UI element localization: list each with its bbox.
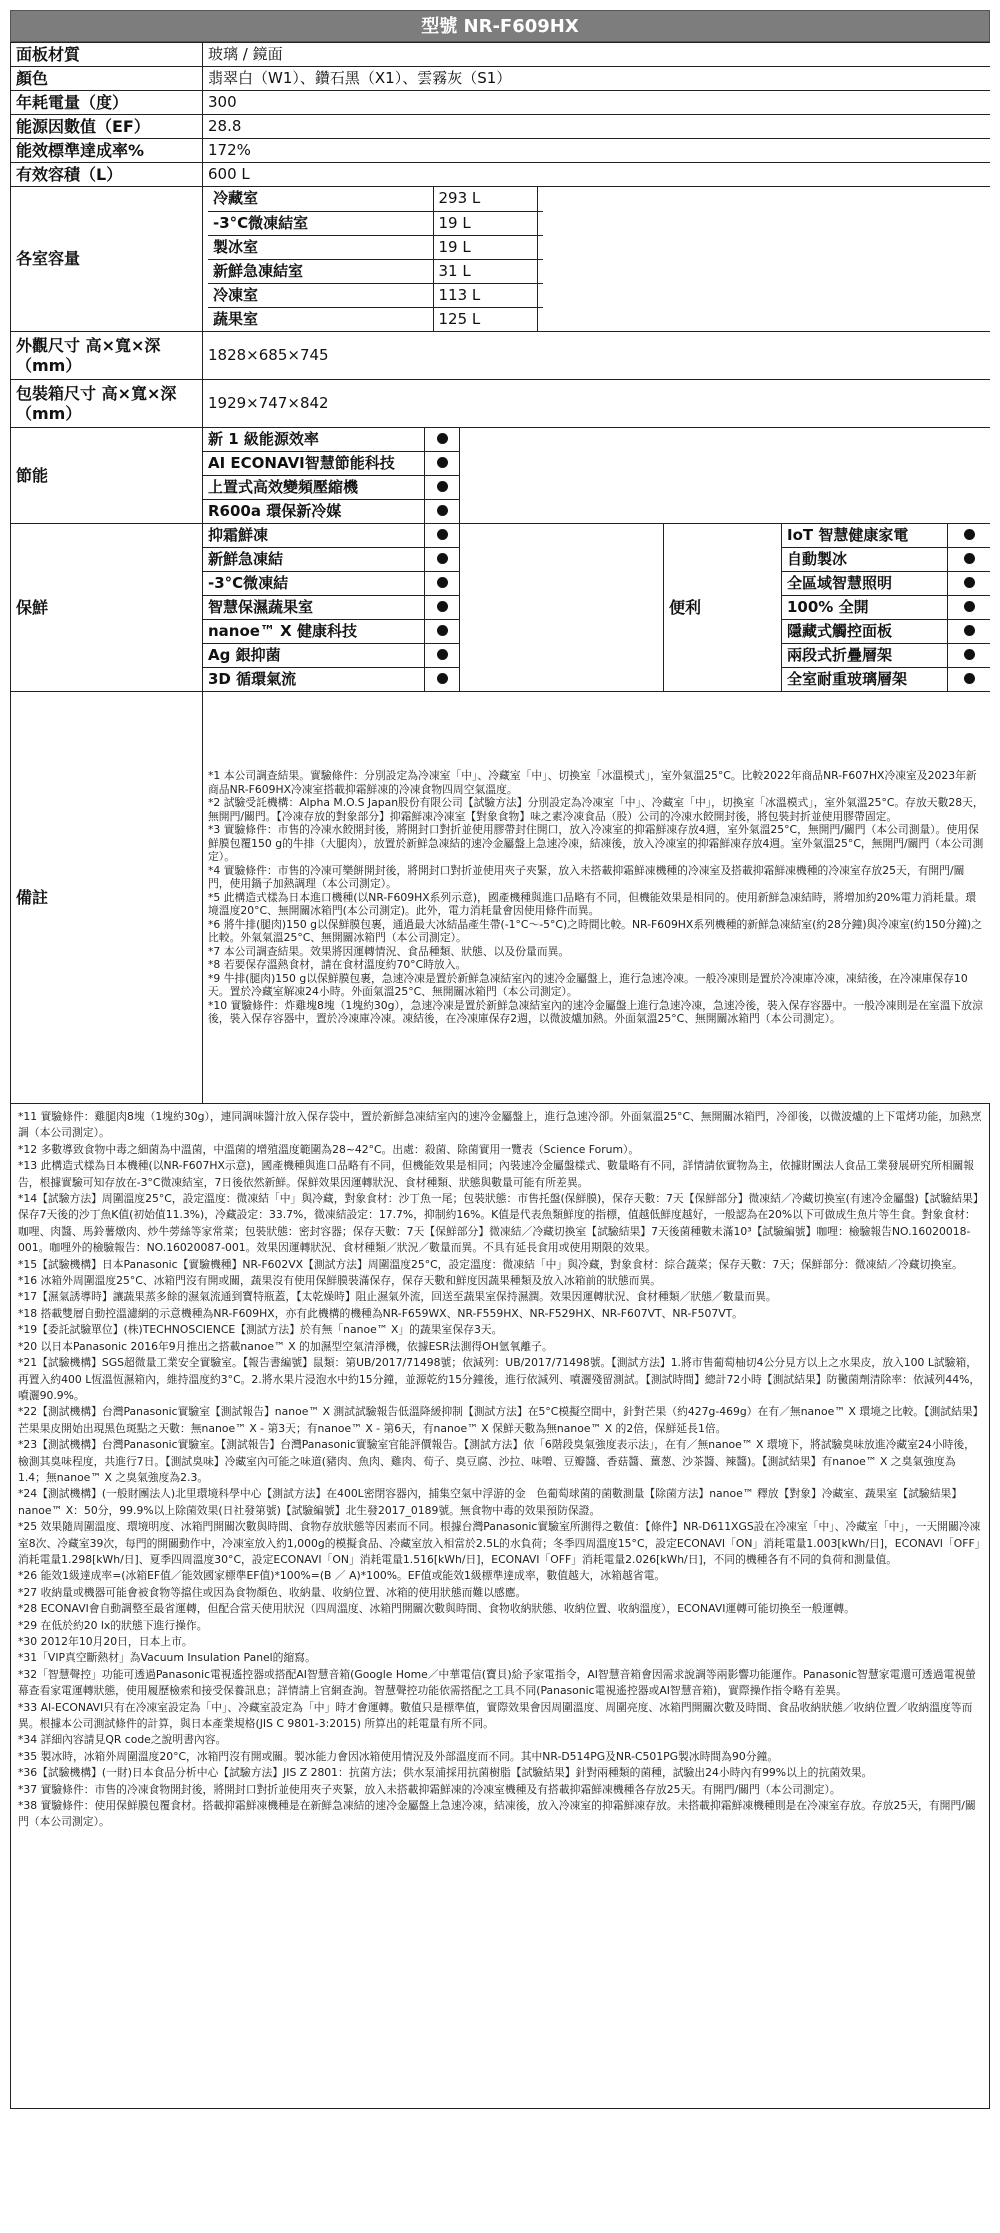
compartment-name: 蔬果室	[208, 307, 433, 331]
footnote: *32「智慧聲控」功能可透過Panasonic電視遙控器或搭配AI智慧音箱(Google Home／中華電信(寶貝)給予家電指令，AI智慧音箱會因需求說調等兩影響功能運作。Panasonic智慧家電還可透過電視螢幕查看家電運轉狀態，使用履歷檢索和接受保養訊息；詳情請上官網查詢。智慧聲控功能依需搭配之工具不同(Panasonic電視遙控器或AI智慧音箱)，實際操作指令略有差異。	[18, 1667, 976, 1698]
feature-dot-icon	[948, 668, 991, 692]
feature-dot-icon	[425, 476, 460, 500]
feature-dot-icon	[425, 572, 460, 596]
energy-saving-label: 節能	[11, 428, 203, 524]
row-volume	[11, 163, 991, 187]
color-value: 翡翠白（W1）、鑽石黑（X1）、雲霧灰（S1）	[203, 67, 991, 91]
footnote: *20 以日本Panasonic 2016年9月推出之搭載nanoe™ X 的加濕型空氣清淨機，依據ESR法測得OH氫氧離子。	[18, 1339, 553, 1353]
feature-dot-icon	[425, 524, 460, 548]
compartment-value: 125 L	[433, 307, 543, 331]
feature-dot-icon	[425, 428, 460, 452]
compartment-row	[208, 307, 543, 331]
compartment-value: 19 L	[433, 235, 543, 259]
energy-value: 300	[203, 91, 991, 115]
compartment-row	[208, 211, 543, 235]
fresh-gap	[460, 524, 664, 692]
energy-feature: 新 1 級能源效率	[203, 428, 425, 452]
compartment-row	[208, 259, 543, 283]
energy-feature: R600a 環保新冷媒	[203, 500, 425, 524]
footnotes-continued	[10, 1104, 990, 2109]
model-title: 型號 NR-F609HX	[10, 10, 990, 42]
row-outer-dimensions	[11, 332, 991, 380]
feature-dot-icon	[425, 596, 460, 620]
color-label: 顏色	[11, 67, 203, 91]
footnote: *28 ECONAVI會自動調整至最省運轉，但配合當天使用狀況（四周溫度、冰箱門開關次數與時間、食物收納狀態、收納位置、收納溫度），ECONAVI運轉可能切換至一般運轉。	[18, 1602, 855, 1616]
feature-dot-icon	[425, 548, 460, 572]
footnote: *9 牛排(腿肉)150 g以保鮮膜包裹，急速冷凍是置於新鮮急凍結室內的速冷金屬盤上，進行急速冷凍。一般冷凍則是置於冷凍庫冷凍，凍結後，在冷凍庫保存10天。置於冷藏室解凍24小時。外面氣溫25°C、無開關冰箱門（本公司測定）。	[208, 971, 968, 999]
compartment-name: 製冰室	[208, 235, 433, 259]
ratio-value: 172%	[203, 139, 991, 163]
ratio-label: 能效標準達成率%	[11, 139, 203, 163]
footnote: *1 本公司調查結果。實驗條件：分別設定為冷凍室「中」、冷藏室「中」、切換室「冰溫模式」，室外氣溫25°C。比較2022年商品NR-F607HX冷凍室及2023年新商品NR-F609HX冷凍室搭載抑霜鮮凍的冷凍食物四周空氣溫度。	[208, 769, 977, 796]
row-ef	[11, 115, 991, 139]
footnote: *7 本公司調查結果。效果將因運轉情況、食品種類、狀態、以及份量而異。	[208, 944, 570, 958]
fresh-feature: 智慧保濕蔬果室	[203, 596, 425, 620]
energy-label: 年耗電量（度）	[11, 91, 203, 115]
row-energy	[11, 91, 991, 115]
footnote: *2 試驗受託機構：Alpha M.O.S Japan股份有限公司【試驗方法】分別設定為冷凍室「中」、冷藏室「中」，切換室「冰溫模式」，室外氣溫25°C。存放天數28天，無開門/關門。【冷凍存放的對象部分】抑霜鮮凍冷凍室【對象食物】味之素冷凍食品（股）公司的冷凍水餃開封後，將包裝封折並使用膠帶固定。	[208, 796, 984, 823]
footnote: *30 2012年10月20日，日本上市。	[18, 1635, 193, 1648]
material-label: 面板材質	[11, 43, 203, 67]
compartment-name: -3°C微凍結室	[208, 211, 433, 235]
footnote: *34 詳細內容請見QR code之說明書內容。	[18, 1733, 227, 1747]
convenience-feature: 自動製冰	[782, 548, 948, 572]
convenience-feature: 兩段式折疊層架	[782, 644, 948, 668]
outer-dimensions-value: 1828×685×745	[203, 332, 991, 380]
row-color	[11, 67, 991, 91]
package-dimensions-value: 1929×747×842	[203, 380, 991, 428]
fresh-feature: 新鮮急凍結	[203, 548, 425, 572]
volume-label: 有效容積（L）	[11, 163, 203, 187]
feature-dot-icon	[425, 500, 460, 524]
feature-dot-icon	[425, 452, 460, 476]
feature-dot-icon	[425, 644, 460, 668]
footnote: *29 在低於約20 lx的狀態下進行操作。	[18, 1618, 208, 1632]
footnote: *13 此構造式樣為日本機種(以NR-F607HX示意)，國產機種與進口品略有不同，但機能效果是相同；內裝速冷金屬盤樣式、數量略有不同，詳情請依實物為主，依據財團法人食品工業發展研究所相關報告，根據實驗可知存放在-3°C微凍結室，7日後依然新鮮。保鮮效果因運轉狀況、食材種類、狀態與數量可能有所差異。	[18, 1159, 975, 1189]
compartments-blank	[538, 187, 991, 332]
feature-dot-icon	[948, 644, 991, 668]
feature-dot-icon	[948, 524, 991, 548]
compartment-row	[208, 187, 543, 211]
compartment-value: 113 L	[433, 283, 543, 307]
energy-blank	[460, 428, 991, 524]
footnote: *23【測試機構】台灣Panasonic實驗室。【測試報告】台灣Panasonic實驗室官能評價報告。【測試方法】依「6階段臭氣強度表示法」，在有／無nanoe™ X 環境下，將試驗臭味放進冷藏室24小時後，檢測其臭味程度，共進行7日。【測試臭味】冷藏室內可能之味道(豬肉、魚肉、雞肉、荀子、臭豆腐、沙拉、味噌、豆瓣醬、香菇醬、薑葱、沙茶醬、辣醬)。【測試結果】有nanoe™ X 之臭氣強度為1.4；無nanoe™ X 之臭氣強度為2.3。	[18, 1438, 975, 1484]
material-value: 玻璃 / 鏡面	[203, 43, 991, 67]
footnote: *26 能效1級達成率=(冰箱EF值／能效國家標準EF值)*100%=(B ／ A)*100%。EF值或能效1級標準達成率，數值越大，冰箱越省電。	[18, 1569, 666, 1583]
footnote: *37 實驗條件：市售的冷凍食物開封後，將開封口對折並使用夾子夾緊，放入未搭載抑霜鮮凍的冷凍室機種及有搭載抑霜鮮凍機種各存放25天。有開門/關門（本公司測定）。	[18, 1782, 841, 1796]
compartments-table	[203, 187, 538, 332]
compartment-value: 293 L	[433, 187, 543, 211]
outer-dimensions-label: 外觀尺寸 高×寬×深（mm）	[11, 332, 203, 380]
footnote: *5 此構造式樣為日本進口機種(以NR-F609HX系列示意)，國產機種與進口品略有不同，但機能效果是相同的。使用新鮮急凍結時，將增加約20%電力消耗量。環境溫度20°C、無開關冰箱門(本公司測定)。此外，電力消耗量會因使用條件而異。	[208, 890, 977, 918]
feature-dot-icon	[948, 620, 991, 644]
convenience-label: 便利	[664, 524, 782, 692]
compartment-name: 冷藏室	[208, 187, 433, 211]
footnote: *22【測試機構】台灣Panasonic實驗室【測試報告】nanoe™ X 測試試驗報告低溫降緩抑制【測試方法】在5°C模擬空間中，針對芒果（約427g-469g）在有／無nanoe™ X 環境之比較。【測試結果】芒果果皮開始出現黑色斑點之天數：無nanoe™ X - 第3天；有nanoe™ X - 第6天，有nanoe™ X 保鮮天數為無nanoe™ X 的2倍，保鮮延長1倍。	[18, 1405, 979, 1435]
row-package-dimensions	[11, 380, 991, 428]
footnote: *31「VIP真空斷熱材」為Vacuum Insulation Panel的縮寫。	[18, 1651, 316, 1665]
footnote: *24【測試機構】(一般財團法人)北里環境科學中心【測試方法】在400L密閉容器內，捕集空氣中浮游的金 色葡萄球菌的菌數測量【除菌方法】nanoe™ 釋放【對象】冷藏室、蔬果室【試驗結果】nanoe™ X：50分，99.9%以上除菌效果(日社發第號)【試驗編號】北生發2017_0189號。無食物中毒的效果預防保證。	[18, 1487, 963, 1517]
compartment-name: 冷凍室	[208, 283, 433, 307]
compartment-value: 31 L	[433, 259, 543, 283]
footnote: *16 冰箱外周圍溫度25°C、冰箱門沒有開或關，蔬果沒有使用保鮮膜裝滿保存，保存天數和鮮度因蔬果種類及放入冰箱前的狀態而異。	[18, 1274, 662, 1288]
convenience-feature: 隱藏式觸控面板	[782, 620, 948, 644]
footnote: *38 實驗條件：使用保鮮膜包覆食材。搭載抑霜鮮凍機種是在新鮮急凍結的速冷金屬盤上急速冷凍，結凍後，放入冷凍室的抑霜鮮凍存放。未搭載抑霜鮮凍機種則是在冷凍室存放。存放25天，有開門/關門（本公司測定）。	[18, 1799, 976, 1829]
energy-feature: 上置式高效變頻壓縮機	[203, 476, 425, 500]
row-remarks	[11, 692, 991, 1104]
feature-dot-icon	[948, 596, 991, 620]
convenience-feature: IoT 智慧健康家電	[782, 524, 948, 548]
feature-dot-icon	[425, 620, 460, 644]
fresh-feature: 3D 循環氣流	[203, 668, 425, 692]
footnote: *17【濕氣誘導時】讓蔬果蒸多餘的濕氣流通到寶特瓶蓋，【太乾燥時】阻止濕氣外流，回送至蔬果室保持濕潤。效果因運轉狀況、食材種類／狀態／數量而異。	[18, 1290, 777, 1304]
footnote: *14【試驗方法】周圍溫度25°C，設定溫度：微凍結「中」與冷藏，對象食材：沙丁魚一尾；包裝狀態：市售托盤(保鮮膜)，保存天數：7天【保鮮部分】微凍結／冷藏切換室(有速冷金屬盤)【試驗結果】保存7天後的沙丁魚K值(初始值11.3%)，冷藏設定：33.7%，微凍結設定：17.7%，抑制約16%。K值是代表魚類鮮度的指標，值越低鮮度越好，一般認為在20%以下可做成生魚片等生食。對象食材：咖哩、肉醬、馬鈴薯燉肉、炒牛蒡絲等家常菜；包裝狀態：密封容器；保存天數：7天【保鮮部分】微凍結／冷藏切換室【試驗結果】7天後菌種數未滿10³【試驗編號】咖哩：檢驗報告NO.16020018-001。咖哩外的檢驗報告：NO.16020087-001。效果因運轉狀況、食材種類／狀況／數量而異。不具有延長食用或使用期限的效果。	[18, 1192, 979, 1255]
fresh-feature: Ag 銀抑菌	[203, 644, 425, 668]
energy-feature: AI ECONAVI智慧節能科技	[203, 452, 425, 476]
energy-row	[11, 428, 991, 452]
footnote: *15【試驗機構】日本Panasonic【實驗機種】NR-F602VX【測試方法】周圍溫度25°C，設定溫度：微凍結「中」與冷藏，對象食材：綜合蔬菜；保存天數：7天；保鮮部分：微凍結／冷藏切換室。	[18, 1257, 963, 1271]
footnote: *19【委託試驗單位】(株)TECHNOSCIENCE【測試方法】於有無「nanoe™ X」的蔬果室保存3天。	[18, 1323, 503, 1337]
footnote: *33 AI-ECONAVI只有在冷凍室設定為「中」、冷藏室設定為「中」時才會運轉。數值只是標準值，實際效果會因周圍溫度、周圍亮度、冰箱門開關次數及時間、食品收納狀態／收納位置／收納溫度等而異。根據本公司測試條件的計算，與日本產業規格(JIS C 9801-3:2015) 所算出的耗電量有所不同。	[18, 1700, 973, 1731]
volume-value: 600 L	[203, 163, 991, 187]
row-compartments	[11, 187, 991, 332]
footnote: *10 實驗條件：炸雞塊8塊（1塊約30g），急速冷凍是置於新鮮急凍結室內的速冷金屬盤上進行急速冷凍，急速冷後，裝入保存容器中。一般冷凍則是在室溫下放涼後，裝入保存容器中，置於冷凍庫冷凍。凍結後，在冷凍庫保存2週，以微波爐加熱。外面氣溫25°C、無開關冰箱門（本公司測定）。	[208, 998, 983, 1026]
feature-dot-icon	[948, 572, 991, 596]
footnote: *3 實驗條件：市售的冷凍水餃開封後，將開封口對折並使用膠帶封住開口，放入冷凍室的抑霜鮮凍存放4週，室外氣溫25°C，無開門/關門（本公司測量）。使用保鮮膜包覆150 g的牛排（大腿肉），放置於新鮮急凍結的速冷金屬盤上急速冷凍，結凍後，放入冷凍室的抑霜鮮凍存放4週。室外氣溫25°C，無開門/關門（本公司測定）。	[208, 823, 984, 864]
footnote: *35 製冰時，冰箱外周圍溫度20°C，冰箱門沒有開或關。製冰能力會因冰箱使用情況及外部溫度而不同。其中NR-D514PG及NR-C501PG製冰時間為90分鐘。	[18, 1749, 779, 1763]
fresh-feature: -3°C微凍結	[203, 572, 425, 596]
row-ratio	[11, 139, 991, 163]
footnote: *4 實驗條件：市售的冷凍可樂餅開封後，將開封口對折並使用夾子夾緊，放入未搭載抑霜鮮凍機種的冷凍室及搭載抑霜鮮凍機種的冷凍室存放25天，有開門/關門，使用鍋子加熱調理（本公司測定）。	[208, 863, 965, 891]
spec-table	[10, 42, 990, 1104]
footnote: *18 搭載雙層自動控溫濾網的示意機種為NR-F609HX，亦有此機構的機種為NR-F659WX、NR-F559HX、NR-F529HX、NR-F607VT、NR-F507VT。	[18, 1306, 743, 1320]
footnote: *8 若要保存溫熱食材，請在食材溫度約70°C時放入。	[208, 958, 467, 972]
fresh-row	[11, 524, 991, 548]
footnote: *27 收納量或機器可能會被食物等擋住或因為食物顏色、收納量、收納位置、冰箱的使用狀態而難以感應。	[18, 1585, 527, 1599]
fresh-feature: nanoe™ X 健康科技	[203, 620, 425, 644]
footnote: *25 效果隨周圍溫度、環境明度、冰箱門開關次數與時間、食物存放狀態等因素而不同。根據台灣Panasonic實驗室所測得之數值：【條件】NR-D611XGS設在冷凍室「中」、冷藏室「中」，一天開關冷凍室8次、冷藏室39次，每門的開關動作中，冷凍室放入約1,000g的模擬食品、冷藏室放入相當於2.5L的水負荷；冬季四周溫度15°C，設定ECONAVI「ON」消耗電量1.003[kWh/日]，ECONAVI「OFF」消耗電量1.298[kWh/日]、夏季四周溫度30°C，設定ECONAVI「ON」消耗電量1.516[kWh/日]，ECONAVI「OFF」消耗電量2.026[kWh/日]，不同的機種各有不同的負荷和測量值。	[18, 1520, 981, 1566]
compartments-label: 各室容量	[11, 187, 203, 332]
footnote: *11 實驗條件：雞腿肉8塊（1塊約30g），連同調味醬汁放入保存袋中，置於新鮮急凍結室內的速冷金屬盤上，進行急速冷卻。外面氣溫25°C、無開關冰箱門，冷卻後，以微波爐的上下電烤功能，加熱烹調（本公司測定）。	[18, 1110, 982, 1140]
feature-dot-icon	[425, 668, 460, 692]
package-dimensions-label: 包裝箱尺寸 高×寬×深（mm）	[11, 380, 203, 428]
remarks-label: 備註	[11, 692, 203, 1104]
ef-label: 能源因數值（EF）	[11, 115, 203, 139]
fresh-label: 保鮮	[11, 524, 203, 692]
compartment-name: 新鮮急凍結室	[208, 259, 433, 283]
convenience-feature: 全區域智慧照明	[782, 572, 948, 596]
footnote: *6 將牛排(腿肉)150 g以保鮮膜包裹，通過最大冰結晶產生帶(-1°C〜-5°C)之時間比較。NR-F609HX系列機種的新鮮急凍結室(約28分鐘)與冷凍室(約150分鐘)之比較。外氣氣溫25°C、無開關冰箱門（本公司測定）。	[208, 917, 983, 945]
footnote: *36【試驗機構】(一財)日本食品分析中心【試驗方法】JIS Z 2801：抗菌方法；供水泵浦採用抗菌樹脂【試驗結果】針對兩種類的菌種，試驗出24小時內有99%以上的抗菌效果。	[18, 1766, 873, 1780]
ef-value: 28.8	[203, 115, 991, 139]
footnote: *21【試驗機構】SGS超微量工業安全實驗室。【報告書編號】鼠類：第UB/2017/71498號；依減列：UB/2017/71498號。【測試方法】1.將市售葡萄柚切4公分見方以上之水果皮，放入100 L試驗箱，再置入約400 L恆溫恆濕箱內，維持溫度約3°C。2.將水果片浸泡水中約15分鐘，並源乾約15分鐘後，進行依減列、噴灑殘留測試。【測試時間】總計72小時【測試結果】防黴菌劑清除率：依減列44%，噴灑90.9%。	[18, 1356, 981, 1402]
footnote: *12 多數導致食物中毒之細菌為中溫菌，中溫菌的增殖溫度範圍為28~42°C。出處：殺菌、除菌實用一覽表（Science Forum）。	[18, 1142, 640, 1156]
feature-dot-icon	[948, 548, 991, 572]
convenience-feature: 100% 全開	[782, 596, 948, 620]
compartment-value: 19 L	[433, 211, 543, 235]
fresh-feature: 抑霜鮮凍	[203, 524, 425, 548]
row-material	[11, 43, 991, 67]
compartment-row	[208, 283, 543, 307]
remarks-notes	[203, 692, 991, 1104]
compartment-row	[208, 235, 543, 259]
convenience-feature: 全室耐重玻璃層架	[782, 668, 948, 692]
spec-sheet	[10, 10, 990, 2223]
